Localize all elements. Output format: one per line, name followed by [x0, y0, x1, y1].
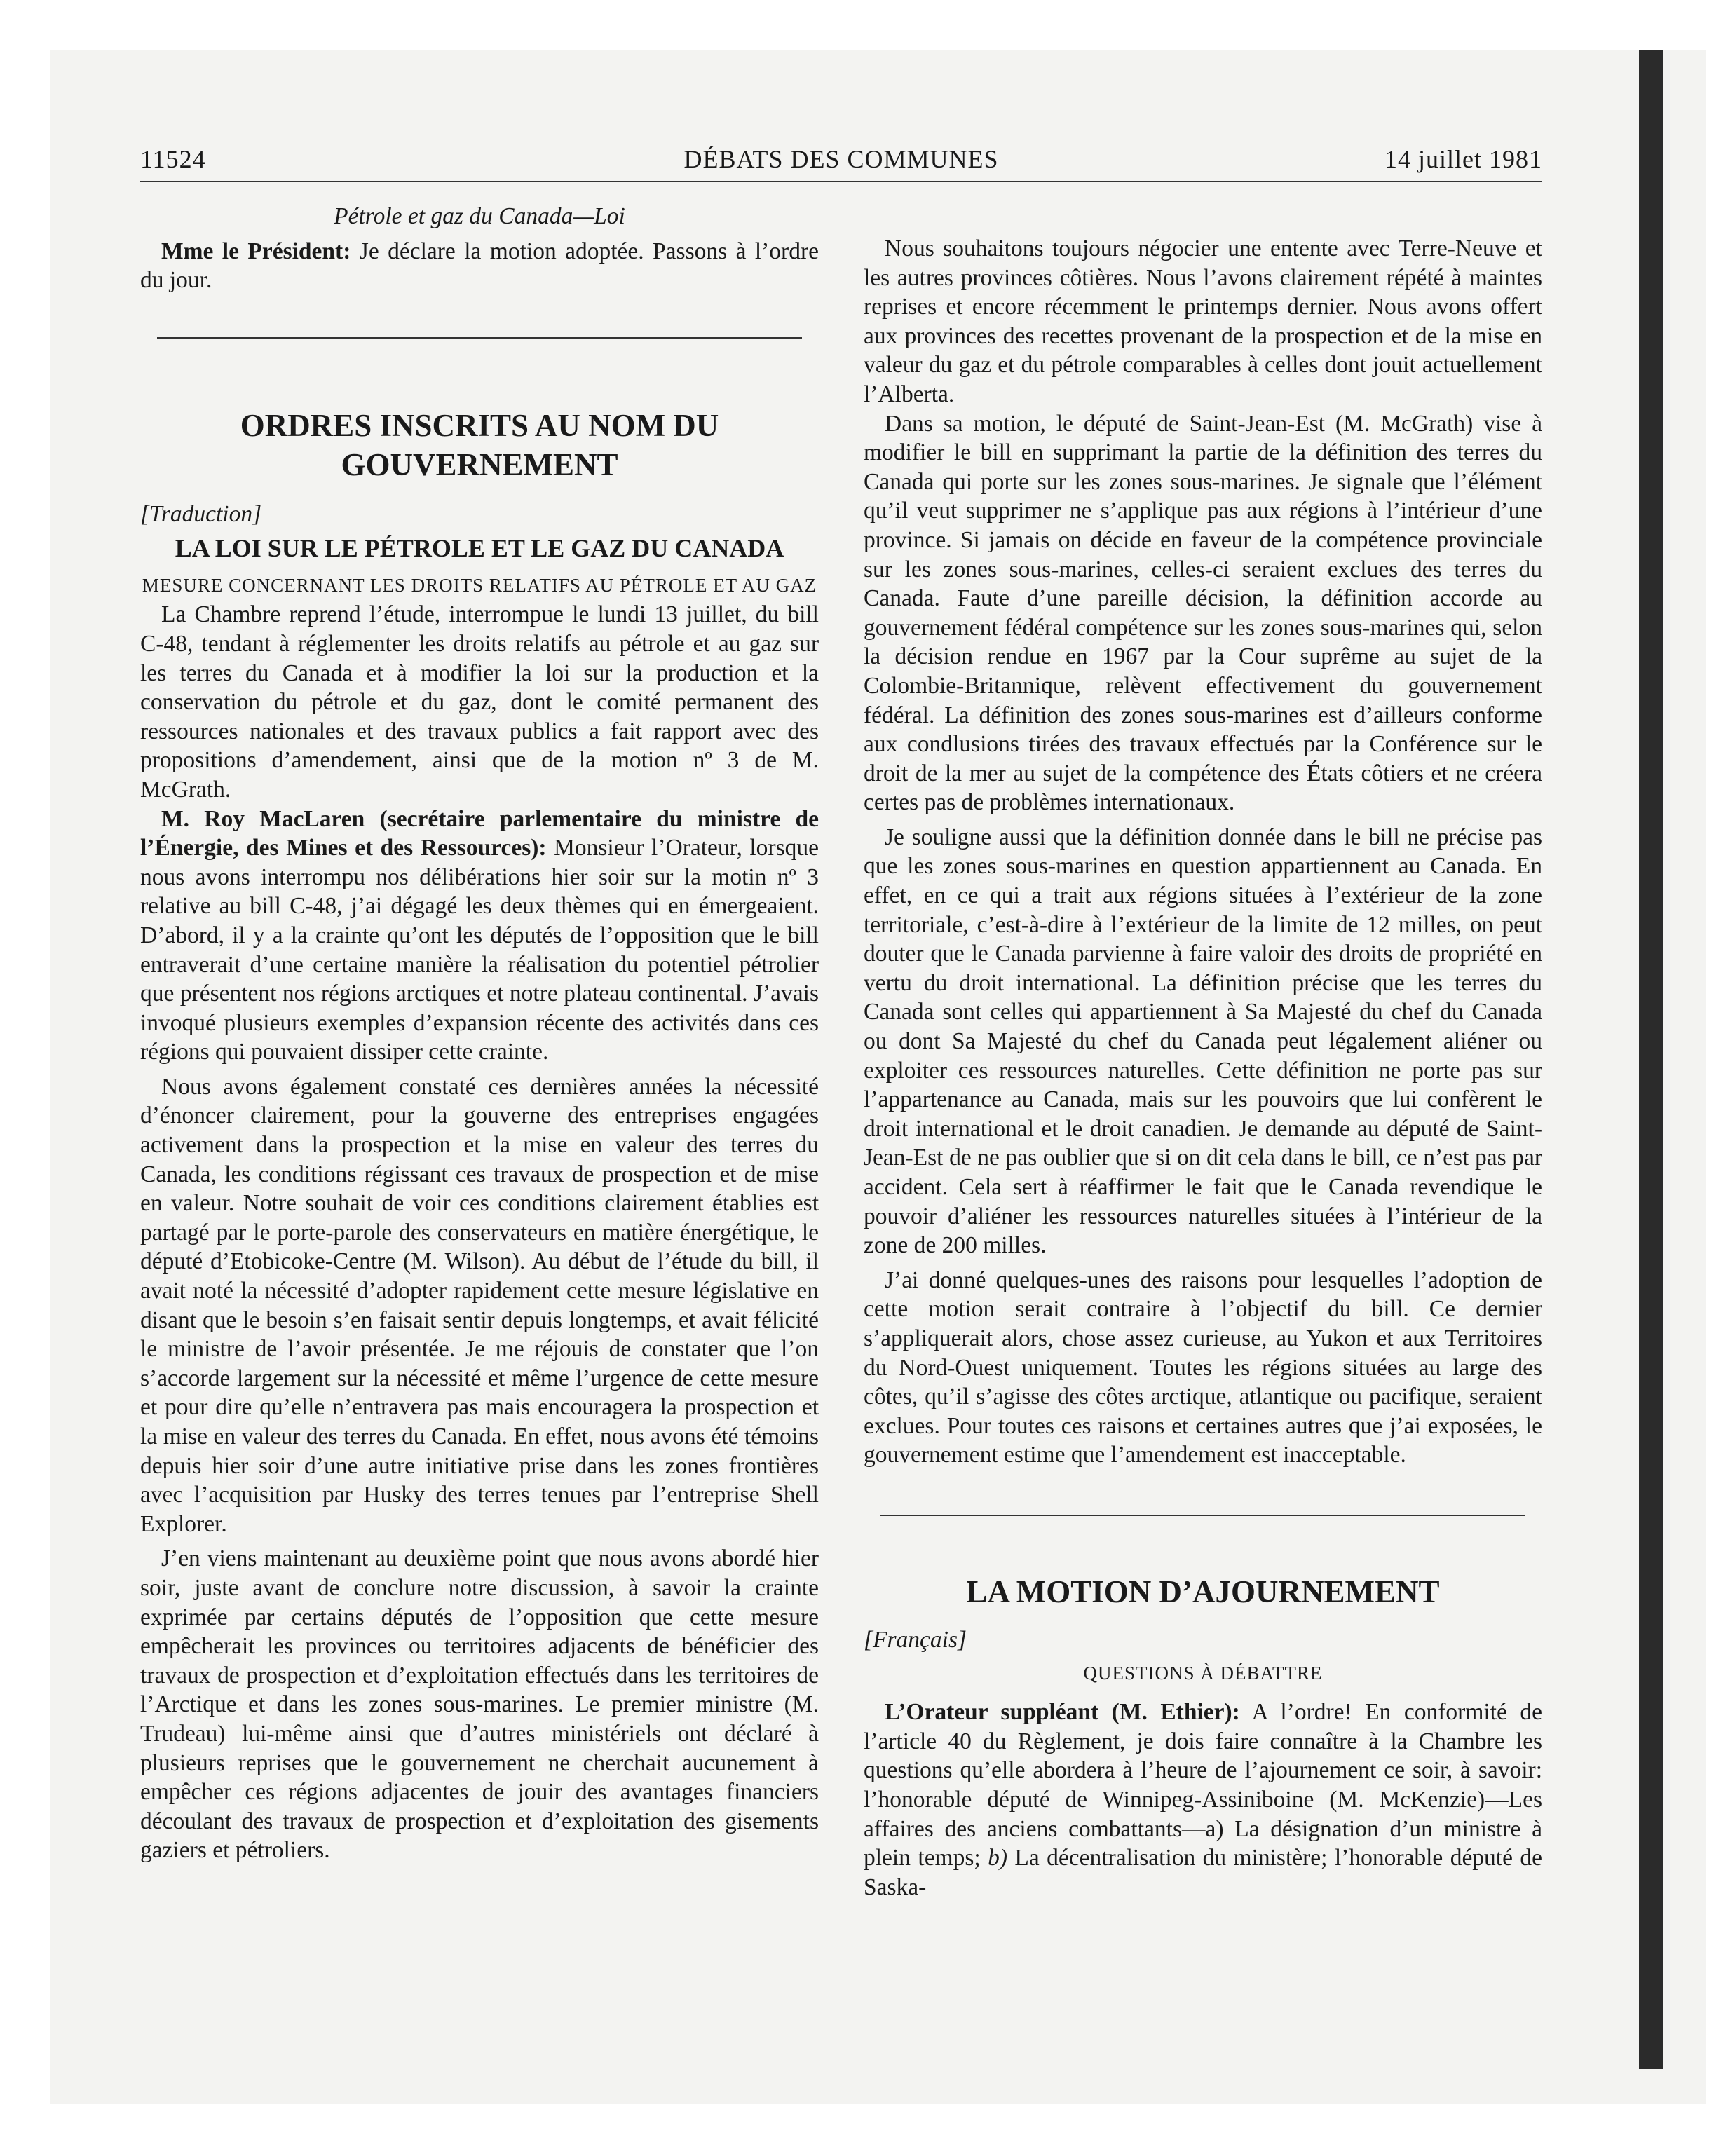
section-heading: ORDRES INSCRITS AU NOM DU GOUVERNEMENT	[240, 407, 719, 482]
act-title: LA LOI SUR LE PÉTROLE ET LE GAZ DU CANADA	[175, 534, 784, 563]
page-number: 11524	[140, 145, 206, 173]
header-rule	[140, 181, 1542, 182]
paragraph: Je souligne aussi que la définition donnée dans le bill ne précise pas que les zones sous-marines en question appartiennent au Canada. En effet, en ce qui a trait aux régions situées à l’extérieur de la zone territoriale, c’est-à-dire à l’extérieur de la limite de 12 milles, on peut douter que le Canada parvienne à faire valoir des droits de propriété en vertu du droit international. La définition précise que les terres du Canada sont celles qui appartiennent à Sa Majesté du chef du Canada ou dont Sa Majesté du chef du Canada peut légalement aliéner ou exploiter ces ressources naturelles. Cette définition ne porte pas sur l’appartenance au Canada, mais sur les pouvoirs que lui confèrent le droit international et le droit canadien. Je demande au député de Saint-Jean-Est de ne pas oublier que si on dit cela dans le bill, ce n’est pas par accident. Cela sert à réaffirmer le fait que le Canada revendique le pouvoir d’aliéner les ressources naturelles situées à l’intérieur de la zone de 200 milles.	[864, 824, 1542, 1259]
speaker-name: L’Orateur suppléant (M. Ethier):	[885, 1699, 1240, 1726]
scan-edge-bar	[1639, 50, 1663, 2069]
paragraph	[864, 1698, 1542, 1902]
measure-subtitle: MESURE CONCERNANT LES DROITS RELATIFS AU PÉTROLE ET AU GAZ	[142, 575, 817, 596]
translation-tag: [Traduction]	[140, 500, 262, 527]
paragraph: La Chambre reprend l’étude, interrompue le lundi 13 juillet, du bill C-48, tendant à réglementer les droits relatifs au pétrole et au gaz sur les terres du Canada et à modifier la loi sur la production et la conservation du pétrole et du gaz, dont le comité permanent des ressources nationales et des travaux publics a fait rapport avec des propositions d’amendement, ainsi que de la motion nº 3 de M. McGrath.	[140, 601, 819, 803]
language-tag: [Français]	[864, 1626, 967, 1653]
right-column	[864, 202, 1542, 1902]
paragraph: Dans sa motion, le député de Saint-Jean-Est (M. McGrath) vise à modifier le bill en supprimant la partie de la définition des terres du Canada qui porte sur les zones sous-marines. Je signale que l’élément qu’il veut supprimer ne s’applique pas aux régions à l’intérieur d’une province. Si jamais on décide en faveur de la compétence provinciale sur les zones sous-marines, celles-ci seraient exclues des terres du Canada. Faute d’une pareille décision, la définition accorde au gouvernement fédéral compétence sur les zones sous-marines qui, selon la décision rendue en 1967 par la Cour suprême au sujet de la Colombie-Britannique, relèvent effectivement du gouvernement fédéral. La définition des zones sous-marines est d’ailleurs conforme aux condlusions tirées des travaux effectués par la Conférence sur le droit de la mer au sujet de la compétence des États côtiers et ne créera certes pas de problèmes internationaux.	[864, 410, 1542, 816]
section-divider	[880, 1515, 1525, 1516]
speech-text: La décentralisation du ministère; l’honorable député de Saska-	[864, 1845, 1542, 1900]
paragraph: J’ai donné quelques-unes des raisons pour lesquelles l’adoption de cette motion serait contraire à l’objectif du bill. Ce dernier s’appliquerait alors, chose assez curieuse, au Yukon et aux Territoires du Nord-Ouest uniquement. Toutes les régions situées au large des côtes, qu’il s’agisse des côtes arctique, atlantique ou pacifique, seraient exclues. Pour toutes ces raisons et certaines autres que j’ai exposées, le gouvernement estime que l’amendement est inacceptable.	[864, 1267, 1542, 1468]
page-date: 14 juillet 1981	[1384, 145, 1542, 173]
paragraph: Nous souhaitons toujours négocier une entente avec Terre-Neuve et les autres provinces côtières. Nous l’avons clairement répété à maintes reprises et encore récemment le printemps dernier. Nous avons offert aux provinces des recettes provenant de la prospection et de la mise en valeur du gaz et du pétrole comparables à celles dont jouit actuellement l’Alberta.	[864, 236, 1542, 407]
speech-text: Monsieur l’Orateur, lorsque nous avons interrompu nos délibérations hier soir sur la motin nº 3 relative au bill C-48, j’ai dégagé les deux thèmes qui en émergeaient. D’abord, il y a la crainte qu’ont les députés de l’opposition que le bill entraverait d’une certaine manière la réalisation du potentiel pétrolier que présentent nos régions arctiques et notre plateau continental. J’avais invoqué plusieurs exemples d’expansion récente des activités dans ces régions qui pouvaient dissiper cette crainte.	[140, 835, 819, 1065]
publication-title: DÉBATS DES COMMUNES	[683, 145, 999, 173]
speech-text: Je déclare la motion adoptée. Passons à l’ordre du jour.	[140, 238, 819, 294]
running-head: Pétrole et gaz du Canada—Loi	[334, 203, 625, 229]
paragraph	[140, 805, 819, 1067]
paragraph: Nous avons également constaté ces dernières années la nécessité d’énoncer clairement, pour la gouverne des entreprises engagées activement dans la prospection et la mise en valeur des terres du Canada, les conditions régissant ces travaux de prospection et de mise en valeur. Notre souhait de voir ces conditions clairement établies est partagé par le porte-parole des conservateurs en matière énergétique, le député d’Etobicoke-Centre (M. Wilson). Au début de l’étude du bill, il avait noté la nécessité d’adopter rapidement cette mesure législative en disant que le besoin s’en faisait sentir depuis longtemps, et avait félicité le ministre de l’avoir présentée. Je me réjouis de constater que l’on s’accorde largement sur la nécessité et même l’urgence de cette mesure et pour dire qu’elle n’entravera pas mais encouragera la prospection et la mise en valeur des terres du Canada. En effet, nous avons été témoins depuis hier soir d’une autre initiative prise dans les zones frontières avec l’acquisition par Husky des terres tenues par l’entreprise Shell Explorer.	[140, 1073, 819, 1537]
speaker-name: Mme le Président:	[161, 238, 351, 264]
speaker-name: M. Roy MacLaren (secrétaire parlementaire du ministre de l’Énergie, des Mines et des Ressources):	[140, 805, 819, 861]
paragraph	[140, 237, 819, 295]
paragraph: J’en viens maintenant au deuxième point que nous avons abordé hier soir, juste avant de conclure notre discussion, à savoir la crainte exprimée par certains députés de l’opposition que cette mesure empêcherait les provinces ou territoires adjacents de bénéficier des travaux de prospection et d’exploitation effectués dans les territoires de l’Arctique et dans les zones sous-marines. Le premier ministre (M. Trudeau) lui-même ainsi que d’autres ministériels ont déclaré à plusieurs reprises que le gouvernement ne cherchait aucunement à empêcher ces régions adjacentes de jouir des avantages financiers découlant des travaux de prospection et d’exploitation des gisements gaziers et pétroliers.	[140, 1546, 819, 1864]
speech-text: A l’ordre! En conformité de l’article 40 du Règlement, je dois faire connaître à la Chambre les questions qu’elle abordera à l’heure de l’ajournement ce soir, à savoir: l’honorable député de Winnipeg-Assiniboine (M. McKenzie)—Les affaires des anciens combattants—a) La désignation d’un ministre à plein temps;	[864, 1699, 1542, 1871]
list-marker: b)	[988, 1845, 1008, 1871]
section-heading: LA MOTION D’AJOURNEMENT	[966, 1574, 1440, 1609]
section-divider	[157, 337, 802, 339]
hansard-page	[140, 144, 1542, 1900]
page-header	[140, 144, 1542, 179]
section-subheading: QUESTIONS À DÉBATTRE	[1083, 1662, 1323, 1684]
left-column	[140, 202, 819, 1865]
